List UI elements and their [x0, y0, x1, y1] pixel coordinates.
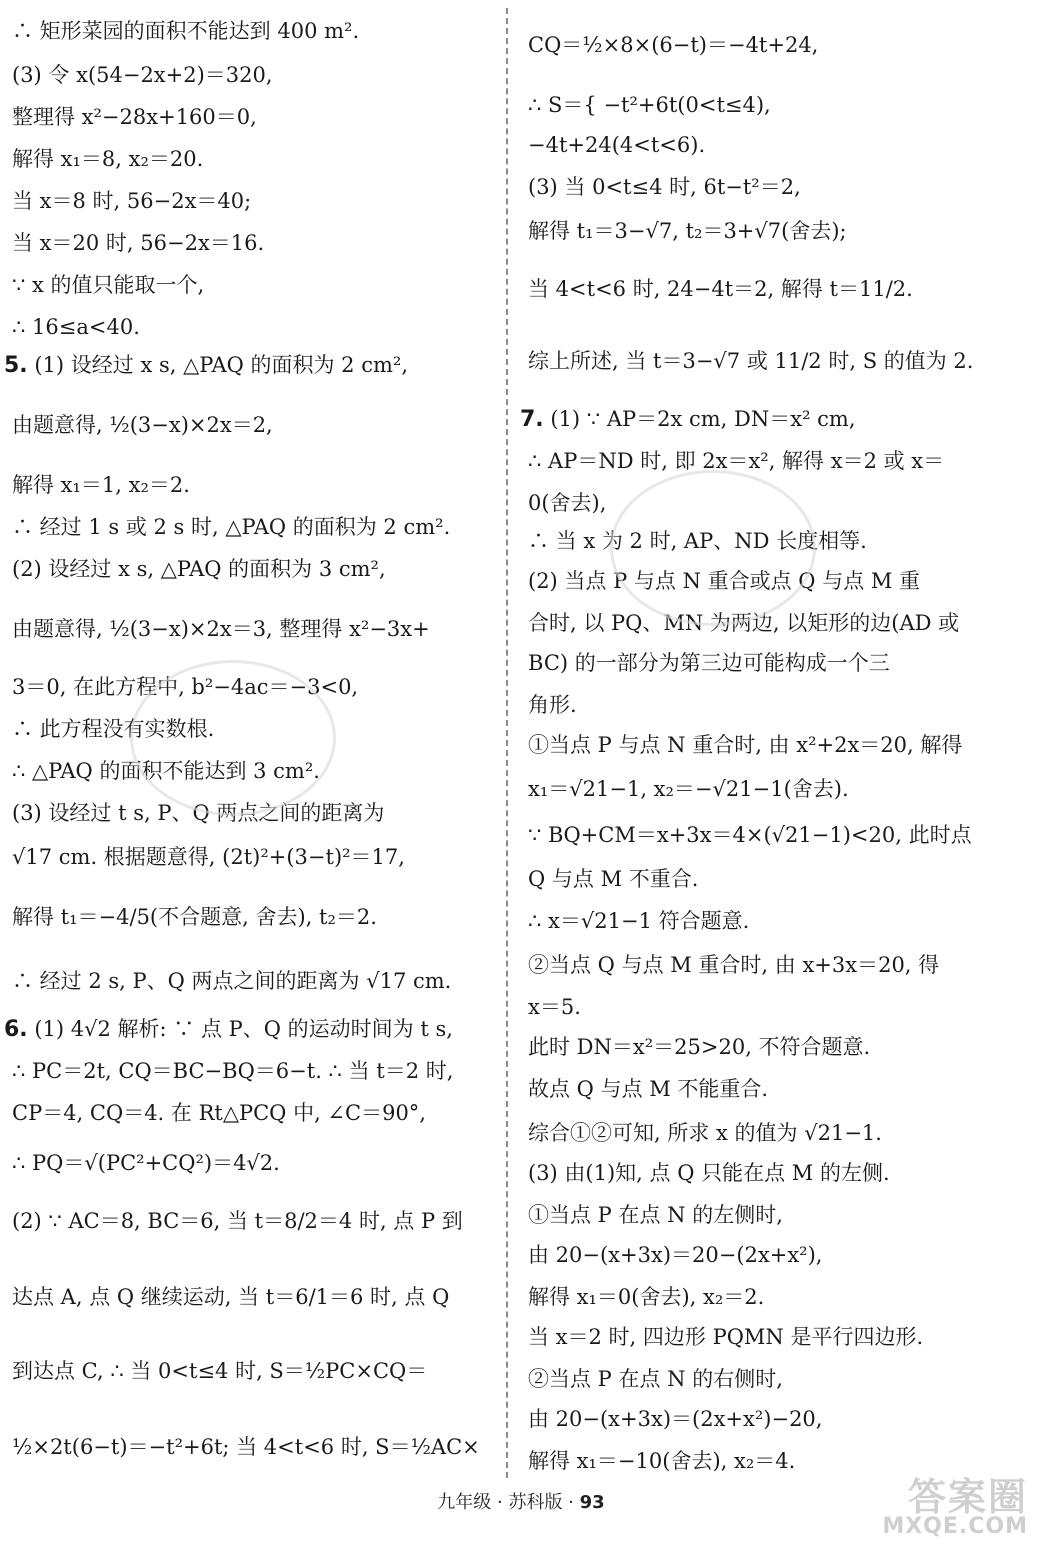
text-line: [528, 1364, 783, 1394]
line-text: ∴ AP＝ND 时, 即 2x＝x², 解得 x＝2 或 x＝: [528, 449, 945, 473]
line-text: ½×2t(6−t)＝−t²+6t; 当 4<t<6 时, S＝½AC×: [12, 1435, 480, 1459]
line-text: 由题意得, ½(3−x)×2x＝3, 整理得 x²−3x+: [12, 617, 430, 641]
watermark: [882, 1475, 1028, 1539]
text-line: [528, 172, 801, 202]
faint-stamp-left: [130, 660, 336, 816]
page-number: 93: [579, 1492, 605, 1513]
line-text: 解得 t₁＝−4/5(不合题意, 舍去), t₂＝2.: [12, 905, 377, 929]
question-number: 5.: [4, 353, 28, 378]
line-text: (3) 由(1)知, 点 Q 只能在点 M 的左侧.: [528, 1161, 890, 1185]
line-text: ∴ △PAQ 的面积不能达到 3 cm².: [12, 759, 320, 783]
text-line: [12, 1056, 453, 1086]
line-text: 当 4<t<6 时, 24−4t＝2, 解得 t＝11/2.: [528, 277, 913, 301]
line-text: 达点 A, 点 Q 继续运动, 当 t＝6/1＝6 时, 点 Q: [12, 1285, 450, 1309]
text-line: [12, 1098, 426, 1128]
line-text: x₁＝√21−1, x₂＝−√21−1(舍去).: [528, 777, 849, 801]
line-text: (1) 4√2 解析: ∵ 点 P、Q 的运动时间为 t s,: [34, 1017, 453, 1041]
line-text: ∴ 经过 2 s, P、Q 两点之间的距离为 √17 cm.: [12, 969, 452, 993]
text-line: [528, 130, 705, 160]
question-number: 7.: [520, 407, 544, 432]
text-line: [12, 1206, 463, 1236]
line-text: (3) 设经过 t s, P、Q 两点之间的距离为: [12, 801, 385, 825]
footer-text: 九年级 · 苏科版 ·: [437, 1492, 580, 1513]
line-text: 综上所述, 当 t＝3−√7 或 11/2 时, S 的值为 2.: [528, 349, 974, 373]
text-line: [12, 102, 257, 132]
line-text: 由 20−(x+3x)＝(2x+x²)−20,: [528, 1407, 823, 1431]
column-divider: [506, 8, 508, 1478]
line-text: ②当点 P 在点 N 的右侧时,: [528, 1367, 783, 1391]
line-text: 3＝0, 在此方程中, b²−4ac＝−3<0,: [12, 675, 359, 699]
text-line: [12, 228, 264, 258]
text-line: [12, 144, 203, 174]
line-text: (2) ∵ AC＝8, BC＝6, 当 t＝8/2＝4 时, 点 P 到: [12, 1209, 463, 1233]
line-text: ∴ PQ＝√(PC²+CQ²)＝4√2.: [12, 1151, 280, 1175]
text-line: [12, 1148, 280, 1178]
line-text: Q 与点 M 不重合.: [528, 867, 699, 891]
line-text: ∵ BQ+CM＝x+3x＝4×(√21−1)<20, 此时点: [528, 823, 972, 847]
line-text: (1) 设经过 x s, △PAQ 的面积为 2 cm²,: [34, 353, 408, 377]
line-text: BC) 的一部分为第三边可能构成一个三: [528, 651, 890, 675]
line-text: (2) 设经过 x s, △PAQ 的面积为 3 cm²,: [12, 557, 386, 581]
text-line: [12, 1356, 427, 1386]
text-line: [528, 1032, 870, 1062]
text-line: [12, 554, 386, 584]
line-text: 解得 x₁＝0(舍去), x₂＝2.: [528, 1285, 765, 1309]
text-line: [528, 648, 890, 678]
line-text: 角形.: [528, 693, 577, 717]
text-line: [528, 1118, 882, 1148]
line-text: 整理得 x²−28x+160＝0,: [12, 105, 257, 129]
text-line: [528, 906, 749, 936]
line-text: (3) 当 0<t≤4 时, 6t−t²＝2,: [528, 175, 801, 199]
line-text: ①当点 P 与点 N 重合时, 由 x²+2x＝20, 解得: [528, 733, 963, 757]
line-text: ∴ 矩形菜园的面积不能达到 400 m².: [12, 19, 360, 43]
text-line: [528, 774, 849, 804]
line-text: √17 cm. 根据题意得, (2t)²+(3−t)²＝17,: [12, 845, 405, 869]
line-text: x＝5.: [528, 995, 581, 1019]
line-text: 解得 x₁＝8, x₂＝20.: [12, 147, 204, 171]
text-line: [528, 90, 771, 120]
question-number: 6.: [4, 1017, 28, 1042]
text-line: [528, 216, 847, 246]
text-line: [12, 902, 377, 932]
line-text: 解得 x₁＝−10(舍去), x₂＝4.: [528, 1449, 796, 1473]
text-line: [528, 1074, 768, 1104]
text-line: [12, 312, 140, 342]
text-line: [12, 614, 430, 644]
text-line: [528, 1282, 764, 1312]
line-text: (3) 令 x(54−2x+2)＝320,: [12, 63, 273, 87]
line-text: 此时 DN＝x²＝25>20, 不符合题意.: [528, 1035, 871, 1059]
faint-stamp-right: [610, 470, 816, 626]
line-text: ∴ PC＝2t, CQ＝BC−BQ＝6−t. ∴ 当 t＝2 时,: [12, 1059, 454, 1083]
line-text: ∴ x＝√21−1 符合题意.: [528, 909, 750, 933]
text-line: [528, 1200, 783, 1230]
text-line: [12, 470, 190, 500]
line-text: 当 x＝2 时, 四边形 PQMN 是平行四边形.: [528, 1325, 924, 1349]
text-line: [528, 690, 577, 720]
text-line: [12, 842, 405, 872]
line-text: 当 x＝20 时, 56−2x＝16.: [12, 231, 265, 255]
text-line: [12, 512, 450, 542]
line-text: ∴ 经过 1 s 或 2 s 时, △PAQ 的面积为 2 cm².: [12, 515, 451, 539]
line-text: (2) 当点 P 与点 N 重合或点 Q 与点 M 重: [528, 569, 921, 593]
watermark-line1: 答案圈: [907, 1475, 1028, 1519]
text-line: [528, 488, 606, 518]
text-line: [528, 1446, 795, 1476]
text-line: [528, 346, 973, 376]
line-text: ∴ 此方程没有实数根.: [12, 717, 215, 741]
line-text: CP＝4, CQ＝4. 在 Rt△PCQ 中, ∠C＝90°,: [12, 1101, 426, 1125]
line-text: 0(舍去),: [528, 491, 607, 515]
text-line: [528, 1322, 923, 1352]
text-line: [528, 30, 818, 60]
line-text: 由 20−(x+3x)＝20−(2x+x²),: [528, 1243, 823, 1267]
line-text: 故点 Q 与点 M 不能重合.: [528, 1077, 769, 1101]
line-text: 合时, 以 PQ、MN 为两边, 以矩形的边(AD 或: [528, 611, 960, 635]
line-text: 解得 t₁＝3−√7, t₂＝3+√7(舍去);: [528, 219, 847, 243]
line-text: 到达点 C, ∴ 当 0<t≤4 时, S＝½PC×CQ＝: [12, 1359, 428, 1383]
text-line: [12, 60, 273, 90]
text-line: [528, 1158, 890, 1188]
text-line: [528, 1240, 822, 1270]
text-line: [4, 1014, 453, 1045]
line-text: ②当点 Q 与点 M 重合时, 由 x+3x＝20, 得: [528, 953, 940, 977]
text-line: [12, 1432, 480, 1462]
line-text: CQ＝½×8×(6−t)＝−4t+24,: [528, 33, 819, 57]
text-line: [528, 1404, 822, 1434]
text-line: [12, 1282, 449, 1312]
line-text: ①当点 P 在点 N 的左侧时,: [528, 1203, 783, 1227]
line-text: 综合①②可知, 所求 x 的值为 √21−1.: [528, 1121, 882, 1145]
text-line: [12, 270, 204, 300]
line-text: ∴ S＝{ −t²+6t(0<t≤4),: [528, 93, 771, 117]
line-text: ∵ x 的值只能取一个,: [12, 273, 205, 297]
line-text: ∴ 当 x 为 2 时, AP、ND 长度相等.: [528, 529, 867, 553]
text-line: [12, 410, 273, 440]
text-line: [12, 16, 359, 46]
text-line: [528, 864, 698, 894]
text-line: [528, 820, 972, 850]
line-text: (1) ∵ AP＝2x cm, DN＝x² cm,: [550, 407, 856, 431]
line-text: 解得 x₁＝1, x₂＝2.: [12, 473, 190, 497]
text-line: [528, 274, 913, 304]
text-line: [528, 950, 939, 980]
line-text: ∴ 16≤a<40.: [12, 315, 140, 339]
watermark-line2: MXQE.COM: [882, 1514, 1028, 1539]
line-text: 当 x＝8 时, 56−2x＝40;: [12, 189, 252, 213]
text-line: [12, 186, 251, 216]
line-text: −4t+24(4<t<6).: [528, 133, 706, 157]
text-line: [4, 350, 408, 381]
line-text: 由题意得, ½(3−x)×2x＝2,: [12, 413, 273, 437]
text-line: [520, 404, 856, 435]
text-line: [528, 730, 962, 760]
text-line: [528, 992, 581, 1022]
text-line: [12, 966, 451, 996]
